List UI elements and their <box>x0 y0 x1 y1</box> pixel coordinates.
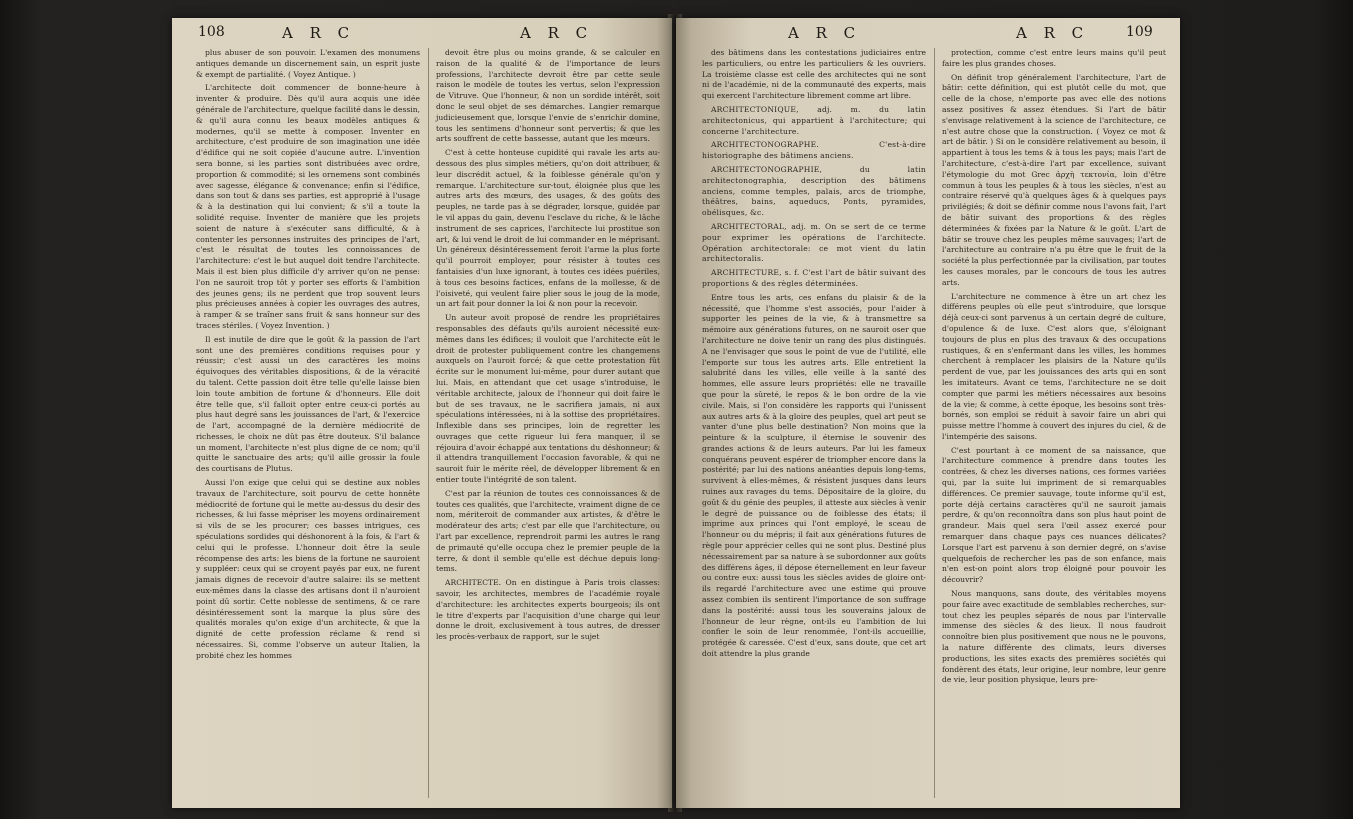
paragraph: plus abuser de son pouvoir. L'examen des monumens antiques demande un discernement sain, un esprit juste & exempt de partialité. ( Voyez Antique. ) <box>196 48 420 79</box>
paragraph: On définit trop généralement l'architecture, l'art de bâtir: cette définition, qui est plutôt celle du mot, que celle de la chose, n'emporte pas avec elle des notions assez positives & assez étendues. Si l'art de bâtir s'envisage relativement à la science de l'architecture, ce n'est autre chose que la construction. ( Voyez ce mot & art de bâtir. ) Si on le considère relativement au besoin, il appartient à tous les tems & à tous les pays; mais l'art de l'architecture, c'est-à-dire l'art par excellence, suivant l'étymologie du mot Grec ἀρχὴ τεκτονία, loin d'être commun à tous les peuples & à tous les siècles, n'est au contraire réservé qu'à quelques âges & à quelques pays privilégiés; & doit se définir comme nous l'avons fait, l'art de bâtir suivant des proportions & des règles déterminées & fixées par la Nature & le goût. L'art de bâtir se trouve chez les peuples même sauvages; l'art de l'architecture au contraire n'a pu être que le fruit de la société la plus perfectionnée par la civilisation, par toutes les causes morales, par le concours de tous les autres arts. <box>942 72 1166 287</box>
right-column-1 <box>702 48 926 663</box>
paragraph: C'est pourtant à ce moment de sa naissance, que l'architecture commence à prendre dans toutes les contrées, & chez les diverses nations, ces formes variées qui, par la suite lui impriment de si remarquables différences. Ce premier sauvage, toute informe qu'il est, porte déjà certains caractères qu'il ne sauroit jamais perdre, & qu'on reconnoîtra dans son plus haut point de grandeur. Mais quel sera l'œil assez exercé pour remarquer dans chaque pays ces nuances délicates? Lorsque l'art est parvenu à son dernier degré, on s'avise quelquefois de rechercher les pas de son enfance, mais n'en est-on point alors trop éloigné pour pouvoir les découvrir? <box>942 445 1166 585</box>
left-head-left: A R C <box>282 24 356 42</box>
paragraph: des bâtimens dans les contestations judiciaires entre les particuliers, ou entre les particuliers & les ouvriers. La troisième classe est celle des architectes qui ne sont ni de l'académie, ni de la communauté des experts, mais qui exercent l'architecture librement comme art libre. <box>702 48 926 101</box>
paragraph: Un auteur avoit proposé de rendre les propriétaires responsables des défauts qu'ils auroient nécessité eux-mêmes dans les édifices; il vouloit que l'architecte eût le droit de protester publiquement contre les changemens auxquels on l'auroit forcé; & que cette protestation fût écrite sur le monument lui-même, pour durer autant que lui. Mais, en attendant que cet usage s'introduise, le véritable architecte, jaloux de l'honneur qui doit faire le but de ses travaux, ne le sacrifiera jamais, ni aux spéculations intéressées, ni à la sottise des propriétaires. Inflexible dans ses principes, loin de regretter les ouvrages que cette rigueur lui fera manquer, il se réjouira d'avoir échappé aux tentations du déshonneur; & il attendra tranquillement l'occasion favorable, & qui ne sauroit fuir le mérite réel, de développer librement & en entier toute l'intégrité de son talent. <box>436 313 660 485</box>
right-running-head <box>676 24 1180 44</box>
paragraph: L'architecture ne commence à être un art chez les différens peuples où elle peut s'introduire, que lorsque déjà ceux-ci sont parvenus à un certain degré de culture, d'opulence & de luxe. C'est alors que, s'éloignant toujours de plus en plus des travaux & des occupations rustiques, & en s'enfermant dans les villes, les hommes cherchent à remplacer les plaisirs de la Nature qu'ils perdent de vue, par les jouissances des arts qui en sont les imitateurs. Avant ce tems, l'architecture ne se doit compter que parmi les métiers nécessaires aux besoins de la vie; & comme, à cette époque, les besoins sont très-bornés, son emploi se réduit à savoir faire un abri qui puisse mettre l'homme à couvert des injures du ciel, & de l'intempérie des saisons. <box>942 291 1166 441</box>
right-head-left: A R C <box>788 24 862 42</box>
paragraph: C'est par la réunion de toutes ces connoissances & de toutes ces qualités, que l'architecte, vraiment digne de ce nom, mériteroit de commander aux artistes, & d'être le modérateur des arts; c'est par elle que l'architecture, ou l'art par excellence, reprendroit parmi les autres le rang de primauté qu'elle occupa chez le premier peuple de la terre, & dont il semble qu'elle est déchue depuis long-tems. <box>436 488 660 574</box>
left-page-number: 108 <box>198 24 225 40</box>
entry-architectonographe: ARCHITECTONOGRAPHE. C'est-à-dire historiographe des bâtimens anciens. <box>702 140 926 161</box>
paragraph: protection, comme c'est entre leurs mains qu'il peut faire les plus grandes choses. <box>942 48 1166 68</box>
left-running-head <box>172 24 672 44</box>
paragraph: devoit être plus ou moins grande, & se calculer en raison de la qualité & de l'importance de leurs professions, l'architecte devroit être par cette seule raison le modèle de toutes les vertus, selon l'expression de Vitruve. Que l'honneur, & non un sordide intérêt, soit donc le seul objet de ses démarches. Langier remarque judicieusement que, lorsque l'envie de s'enrichir domine, tous les sentimens d'honneur sont pervertis; & que les arts souffrent de cette bassesse, autant que les mœurs. <box>436 48 660 144</box>
entry-architectonique: ARCHITECTONIQUE, adj. m. du latin architectonicus, qui appartient à l'architecture; qui concerne l'architecture. <box>702 104 926 136</box>
right-column-2 <box>942 48 1166 689</box>
entry-architecture: ARCHITECTURE, s. f. C'est l'art de bâtir suivant des proportions & des règles déterminées. <box>702 268 926 288</box>
paragraph: Il est inutile de dire que le goût & la passion de l'art sont une des premières conditions requises pour y réussir; c'est aussi un des caractères les moins équivoques des véritables dispositions, & de la véracité du talent. Cette passion doit être telle qu'elle laisse bien loin toute ambition de fortune & d'honneurs. Elle doit être telle que, s'il falloit opter entre ceux-ci portés au plus haut degré sans les jouissances de l'art, & l'exercice de l'art, accompagné de la dernière médiocrité de richesses, le choix ne dût pas être douteux. S'il balance un moment, l'architecte n'est plus digne de ce nom; qu'il quitte le sanctuaire des arts; qu'il aille grossir la foule des courtisans de Plutus. <box>196 334 420 474</box>
paragraph: ARCHITECTE. On en distingue à Paris trois classes: savoir, les architectes, membres de l'académie royale d'architecture: les architectes experts bourgeois; ils ont le titre d'experts par l'acquisition d'une charge qui leur donne le droit, exclusivement à tous autres, de dresser les procès-verbaux de rapport, sur le sujet <box>436 578 660 642</box>
right-page-number: 109 <box>1126 24 1153 40</box>
left-column-2 <box>436 48 660 646</box>
column-rule <box>428 48 429 798</box>
right-page <box>676 18 1180 808</box>
left-page <box>172 18 672 808</box>
paragraph: Nous manquons, sans doute, des véritables moyens pour faire avec exactitude de semblables recherches, sur-tout chez les peuples séparés de nous par l'intervalle immense des siècles & des lieux. Il nous faudroit connoître bien plus positivement que nous ne le pouvons, la nature différente des climats, leurs diverses productions, les sites exacts des premières sociétés qui fondèrent des états, leur origine, leur nombre, leur genre de vie, leur position physique, leurs pre- <box>942 589 1166 685</box>
entry-architectoral: ARCHITECTORAL, adj. m. On se sert de ce terme pour exprimer les opérations de l'architecte. Opération architectorale: ce mot vient du latin architectoralis. <box>702 221 926 264</box>
left-column-1 <box>196 48 420 665</box>
paragraph: C'est à cette honteuse cupidité qui ravale les arts au-dessous des plus simples métiers, qu'on doit attribuer, & leur discrédit actuel, & la foiblesse générale qu'on y remarque. L'architecture sur-tout, éloignée plus que les autres arts des mœurs, des usages, & des goûts des peuples, ne tarde pas à se dégrader, lorsque, guidée par le vil appas du gain, devenu l'esclave du riche, & le lâche instrument de ses caprices, l'architecte lui prostitue son art, & lui vend le droit de lui commander en le méprisant. Un généreux désintéressement feroit l'arme la plus forte qu'il pourroit employer, pour résister à toutes ces fantaisies d'un luxe ignorant, à toutes ces idées puériles, à tous ces besoins factices, enfans de la mollesse, & de l'oisiveté, qui veulent faire plier sous le joug de la mode, un art fait pour donner la loi & non pour la recevoir. <box>436 148 660 309</box>
paragraph: L'architecte doit commencer de bonne-heure à inventer & produire. Dès qu'il aura acquis une idée générale de l'architecture, quelque facilité dans le dessin, & qu'il aura connu les beaux modèles antiques & modernes, qu'il se mette à composer. Inventer en architecture, c'est produire de son imagination une idée d'édifice qui ne soit copiée d'aucune autre. L'invention sera bonne, si les parties sont distribuées avec ordre, proportion & commodité; si les ornemens sont combinés avec sagesse, élégance & convenance; enfin si l'édifice, dans son tout & dans ses parties, est approprié à l'usage & à la destination qui lui convient; & s'il a toute la solidité requise. Inventer de manière que les projets soient de nature à s'exécuter sans difficulté, & à contenter les personnes instruites des principes de l'art, c'est le résultat de toutes les connoissances de l'architecture: c'est le but auquel doit tendre l'architecte. Mais il est bien plus difficile d'y arriver qu'on ne pense: l'on ne sauroit trop tôt y porter ses efforts & l'ambition des jeunes gens; ils ne perdent que trop souvent leurs plus précieuses années à copier les ouvrages des autres, à ramper & se traîner sans fruit & sans honneur sur des traces stériles. ( Voyez Invention. ) <box>196 83 420 330</box>
entry-architectonographie: ARCHITECTONOGRAPHIE, du latin architectonographia, description des bâtimens anciens, comme temples, palais, arcs de triomphe, théâtres, bains, aqueducs, Ponts, pyramides, obélisques, &c. <box>702 164 926 218</box>
column-rule <box>934 48 935 798</box>
left-head-right: A R C <box>520 24 594 42</box>
right-head-right: A R C <box>1016 24 1090 42</box>
paragraph: Aussi l'on exige que celui qui se destine aux nobles travaux de l'architecture, soit pourvu de cette honnête médiocrité de fortune qui le mette au-dessus du desir des richesses, & lui fasse mépriser les moyens ordinairement si vils de se les procurer; ces basses intrigues, ces spéculations sordides qui déshonorent à la fois, & l'art & celui qui le professe. L'honneur doit être la seule récompense des arts: les biens de la fortune ne sauroient y suppléer: ceux qui se croyent payés par eux, ne furent jamais dignes de recevoir d'autre salaire: ils se mettent eux-mêmes dans la classe des artisans dont il n'auroient point dû sortir. Cette noblesse de sentimens, & ce rare désintéressement sont la marque la plus sûre des qualités morales qu'on exige d'un architecte, & que la dignité de cette profession réclame & rend si nécessaires. Si, comme l'observe un auteur Italien, la probité chez les hommes <box>196 478 420 660</box>
paragraph: Entre tous les arts, ces enfans du plaisir & de la nécessité, que l'homme s'est associés, pour l'aider à supporter les peines de la vie, & à transmettre sa mémoire aux générations futures, on ne sauroit oser que l'architecture ne doive tenir un rang des plus distingués. A ne l'envisager que sous le point de vue de l'utilité, elle l'emporte sur tous les autres arts. Elle entretient la salubrité dans les villes, elle veille à la santé des hommes, elle assure leurs propriétés: elle ne travaille que pour la sûreté, le repos & le bon ordre de la vie civile. Mais, si l'on considère les rapports qui l'unissent aux autres arts & à la gloire des peuples, quel art peut se vanter d'une plus belle destination? Non moins que la peinture & la sculpture, il éternise le souvenir des grandes actions & de leurs auteurs. Par lui les fameux conquérans peuvent espérer de triompher encore dans la postérité; par lui des nations anéanties depuis long-tems, survivent à elles-mêmes, & résistent jusques dans leurs ruines aux ravages du tems. Dépositaire de la gloire, du goût & du génie des peuples, il atteste aux siècles à venir le degré de puissance ou de foiblesse des états; il imprime aux princes qui l'ont employé, le sceau de l'honneur ou du mépris; il fait aux générations futures de règle pour apprécier celles qui ne sont plus. Destiné plus nécessairement par sa nature à se subordonner aux goûts des différens âges, il dépose éternellement en leur faveur ou contre eux: aussi tous les siècles avides de gloire ont-ils regardé l'architecture avec une estime qui prouve assez combien ils sentirent l'importance de son suffrage dans la postérité: aussi tous les souverains jaloux de l'honneur de leur règne, ont-ils eu l'ambition de lui confier le soin de leur renommée, l'ont-ils accueillie, protégée & caressée. C'est d'eux, sans doute, que cet art doit attendre la plus grande <box>702 292 926 659</box>
